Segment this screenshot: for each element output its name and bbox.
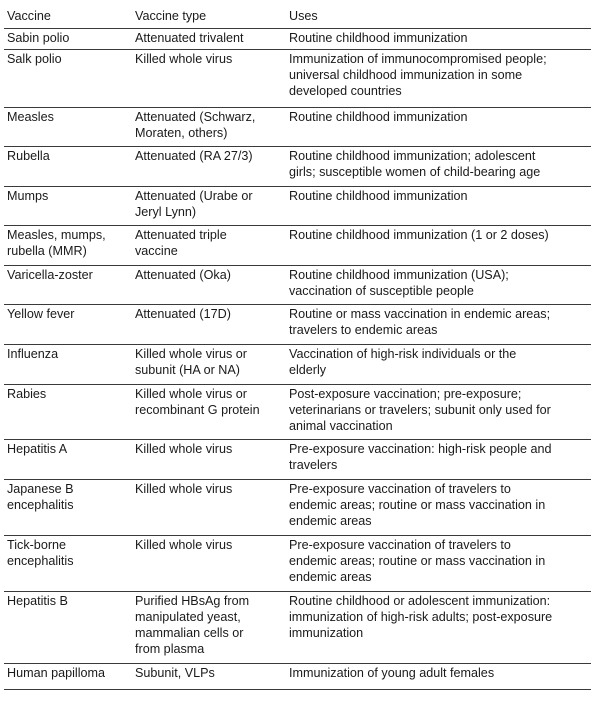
- cell-uses: Immunization of young adult females: [286, 663, 591, 689]
- cell-vaccine-type: Subunit, VLPs: [132, 663, 286, 689]
- cell-uses: Routine childhood or adolescent immunization: immunization of high-risk adults; post-exposure immunization: [286, 591, 591, 663]
- cell-uses: Routine childhood immunization: [286, 28, 591, 49]
- cell-vaccine: Hepatitis B: [4, 591, 132, 663]
- cell-vaccine: Human papilloma: [4, 663, 132, 689]
- table-body: [4, 28, 591, 689]
- table-row: [4, 535, 591, 591]
- cell-uses: Routine childhood immunization; adolescent girls; susceptible women of child-bearing age: [286, 146, 591, 186]
- cell-vaccine: Measles: [4, 107, 132, 146]
- cell-uses: Pre-exposure vaccination: high-risk people and travelers: [286, 439, 591, 479]
- table-row: [4, 439, 591, 479]
- table-row: [4, 479, 591, 535]
- cell-vaccine-type: Attenuated triple vaccine: [132, 225, 286, 265]
- cell-vaccine: Mumps: [4, 186, 132, 225]
- cell-vaccine: Japanese B encephalitis: [4, 479, 132, 535]
- cell-vaccine: Sabin polio: [4, 28, 132, 49]
- cell-vaccine: Salk polio: [4, 49, 132, 107]
- table-row: [4, 591, 591, 663]
- table-row: [4, 663, 591, 689]
- table-row: [4, 146, 591, 186]
- table-row: [4, 304, 591, 344]
- header-uses: Uses: [286, 6, 591, 28]
- cell-vaccine-type: Attenuated (Schwarz, Moraten, others): [132, 107, 286, 146]
- table-row: [4, 344, 591, 384]
- table-row: [4, 384, 591, 439]
- header-row: [4, 6, 591, 28]
- cell-vaccine: Tick-borne encephalitis: [4, 535, 132, 591]
- header-vaccine-type: Vaccine type: [132, 6, 286, 28]
- cell-vaccine-type: Killed whole virus or recombinant G protein: [132, 384, 286, 439]
- cell-vaccine-type: Attenuated trivalent: [132, 28, 286, 49]
- cell-uses: Routine or mass vaccination in endemic areas; travelers to endemic areas: [286, 304, 591, 344]
- cell-vaccine-type: Attenuated (RA 27/3): [132, 146, 286, 186]
- cell-vaccine-type: Killed whole virus or subunit (HA or NA): [132, 344, 286, 384]
- cell-vaccine: Measles, mumps, rubella (MMR): [4, 225, 132, 265]
- cell-vaccine: Rabies: [4, 384, 132, 439]
- cell-vaccine: Hepatitis A: [4, 439, 132, 479]
- cell-uses: Pre-exposure vaccination of travelers to endemic areas; routine or mass vaccination in endemic areas: [286, 479, 591, 535]
- cell-vaccine-type: Killed whole virus: [132, 479, 286, 535]
- cell-vaccine-type: Attenuated (Urabe or Jeryl Lynn): [132, 186, 286, 225]
- table-row: [4, 49, 591, 107]
- cell-uses: Pre-exposure vaccination of travelers to endemic areas; routine or mass vaccination in endemic areas: [286, 535, 591, 591]
- cell-vaccine-type: Killed whole virus: [132, 49, 286, 107]
- cell-uses: Routine childhood immunization: [286, 186, 591, 225]
- cell-uses: Vaccination of high-risk individuals or the elderly: [286, 344, 591, 384]
- cell-vaccine-type: Attenuated (Oka): [132, 265, 286, 304]
- cell-uses: Immunization of immunocompromised people; universal childhood immunization in some developed countries: [286, 49, 591, 107]
- table-row: [4, 28, 591, 49]
- cell-uses: Routine childhood immunization: [286, 107, 591, 146]
- vaccine-table: [4, 6, 591, 690]
- table-row: [4, 107, 591, 146]
- cell-vaccine: Rubella: [4, 146, 132, 186]
- table-row: [4, 225, 591, 265]
- cell-uses: Routine childhood immunization (USA); vaccination of susceptible people: [286, 265, 591, 304]
- cell-vaccine-type: Killed whole virus: [132, 439, 286, 479]
- header-vaccine: Vaccine: [4, 6, 132, 28]
- cell-uses: Post-exposure vaccination; pre-exposure; veterinarians or travelers; subunit only used for animal vaccination: [286, 384, 591, 439]
- cell-vaccine-type: Attenuated (17D): [132, 304, 286, 344]
- cell-uses: Routine childhood immunization (1 or 2 doses): [286, 225, 591, 265]
- cell-vaccine-type: Purified HBsAg from manipulated yeast, mammalian cells or from plasma: [132, 591, 286, 663]
- table-row: [4, 186, 591, 225]
- table-row: [4, 265, 591, 304]
- cell-vaccine: Yellow fever: [4, 304, 132, 344]
- cell-vaccine: Influenza: [4, 344, 132, 384]
- table-header: [4, 6, 591, 28]
- cell-vaccine-type: Killed whole virus: [132, 535, 286, 591]
- cell-vaccine: Varicella-zoster: [4, 265, 132, 304]
